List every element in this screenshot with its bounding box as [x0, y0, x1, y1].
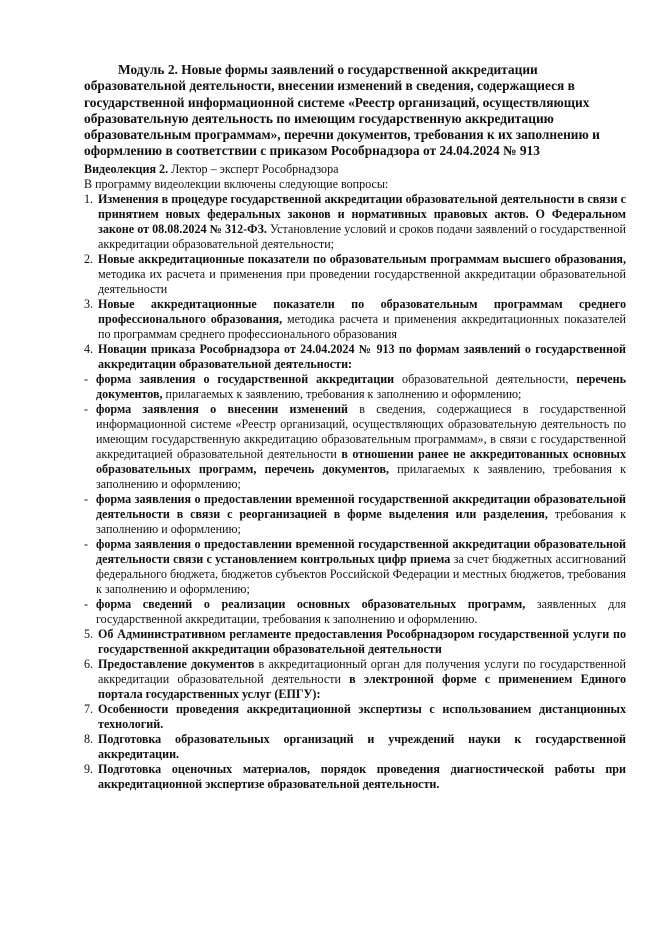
- dash-text: образовательной деятельности,: [394, 371, 577, 386]
- item-number: 7.: [84, 701, 94, 716]
- dash-bold: форма заявления о государственной аккредитации: [96, 371, 395, 386]
- item-text: в аккредитационный орган для получения услуги по государственной аккредитации образовательной деятельности: [98, 656, 627, 686]
- dash-item: [84, 372, 626, 402]
- dash-bold: форма заявления о внесении изменений: [96, 401, 349, 416]
- module-title: Модуль 2. Новые формы заявлений о государственной аккредитации образовательной деятельности, внесении изменений в сведения, содержащиеся в государственной информационной системе «Реестр организаций, осуществляющих образовательную деятельность по имеющим государственную аккредитацию образовательным программам», перечни документов, требования к их заполнению и оформлению в соответствии с приказом Рособрнадзора от 24.04.2024 № 913: [84, 62, 600, 159]
- item-text: методика расчета и применения аккредитационных показателей по программам среднего профессионального образования: [98, 311, 627, 341]
- dash-bold: форма заявления о предоставлении временной государственной аккредитации образовательной деятельности связи с установлением контрольных цифр приема: [96, 536, 626, 566]
- intro-text: В программу видеолекции включены следующие вопросы:: [84, 176, 389, 191]
- dash-item: [84, 537, 626, 597]
- lecture-text: Лектор – эксперт Рособрнадзора: [168, 161, 339, 176]
- list-item: [84, 297, 626, 342]
- list-item: [84, 342, 626, 372]
- questions-list: [84, 192, 626, 372]
- item-number: 4.: [84, 341, 94, 356]
- dash-text: прилагаемых к заявлению, требования к заполнению и оформлению;: [96, 461, 627, 491]
- lecture-label: Видеолекция 2.: [84, 161, 169, 176]
- item-bold: в электронной форме с применением Единого портала государственных услуг (ЕПГУ):: [98, 671, 626, 701]
- dash-item: [84, 597, 626, 627]
- item-bold: Особенности проведения аккредитационной экспертизы с использованием дистанционных технологий.: [98, 701, 626, 731]
- dash-bold: в отношении ранее не аккредитованных основных образовательных программ, перечень документов,: [96, 446, 626, 476]
- dash-marker: -: [84, 596, 89, 611]
- dash-bold: форма заявления о предоставлении временной государственной аккредитации образовательной деятельности в связи с реорганизацией в форме выделения или разделения,: [96, 491, 626, 521]
- item-bold: Новации приказа Рособрнадзора от 24.04.2024 № 913 по формам заявлений о государственной аккредитации образовательной деятельности:: [98, 341, 626, 371]
- dash-text: требования к заполнению и оформлению;: [96, 506, 626, 536]
- item-number: 9.: [84, 761, 94, 776]
- list-item: [84, 732, 626, 762]
- list-item: [84, 192, 626, 252]
- list-item: [84, 702, 626, 732]
- dash-text: за счет бюджетных ассигнований федерального бюджета, бюджетов субъектов Российской Федерации и местных бюджетов, требования к заполнению и оформлению;: [96, 551, 626, 596]
- lecture-line: [84, 162, 626, 177]
- questions-list-continued: [84, 627, 626, 792]
- item-number: 3.: [84, 296, 94, 311]
- dash-text: прилагаемых к заявлению, требования к заполнению и оформлению;: [162, 386, 522, 401]
- list-item: [84, 252, 626, 297]
- dash-text: в сведения, содержащиеся в государственной информационной системе «Реестр организаций, осуществляющих образовательную деятельность по имеющим государственную аккредитацию образовательным программам», в связи с государственной аккредитацией образовательной деятельности: [96, 401, 626, 461]
- item-bold: Подготовка оценочных материалов, порядок проведения диагностической работы при аккредитационной экспертизе образовательной деятельности.: [98, 761, 626, 791]
- list-item: [84, 627, 626, 657]
- dash-text: заявленных для государственной аккредитации, требования к заполнению и оформлению.: [96, 596, 627, 626]
- item-bold: Новые аккредитационные показатели по образовательным программам среднего профессионального образования,: [98, 296, 626, 326]
- item-text: Установление условий и сроков подачи заявлений о государственной аккредитации образовательной деятельности;: [98, 221, 626, 251]
- dash-marker: -: [84, 536, 89, 551]
- list-item: [84, 657, 626, 702]
- item-number: 1.: [84, 191, 94, 206]
- dash-marker: -: [84, 491, 89, 506]
- dash-item: [84, 402, 626, 492]
- item-text: методика их расчета и применения при проведении государственной аккредитации образовательной деятельности: [98, 266, 626, 296]
- item-bold: Предоставление документов: [98, 656, 255, 671]
- item-number: 5.: [84, 626, 94, 641]
- list-item: [84, 762, 626, 792]
- item-number: 2.: [84, 251, 94, 266]
- dash-marker: -: [84, 371, 89, 386]
- dash-bold: перечень документов,: [96, 371, 626, 401]
- item-bold: Новые аккредитационные показатели по образовательным программам высшего образования,: [98, 251, 626, 266]
- item-number: 8.: [84, 731, 94, 746]
- item-bold: Об Административном регламенте предоставления Рособрнадзором государственной услуги по государственной аккредитации образовательной деятельности: [98, 626, 626, 656]
- dash-marker: -: [84, 401, 89, 416]
- item-bold: Подготовка образовательных организаций и учреждений науки к государственной аккредитации.: [98, 731, 626, 761]
- item-number: 6.: [84, 656, 94, 671]
- item-bold: Изменения в процедуре государственной аккредитации образовательной деятельности в связи с принятием новых федеральных законов и нормативных правовых актов. О Федеральном законе от 08.08.2024 № 312-ФЗ.: [98, 191, 626, 236]
- dash-item: [84, 492, 626, 537]
- dash-bold: форма сведений о реализации основных образовательных программ,: [96, 596, 526, 611]
